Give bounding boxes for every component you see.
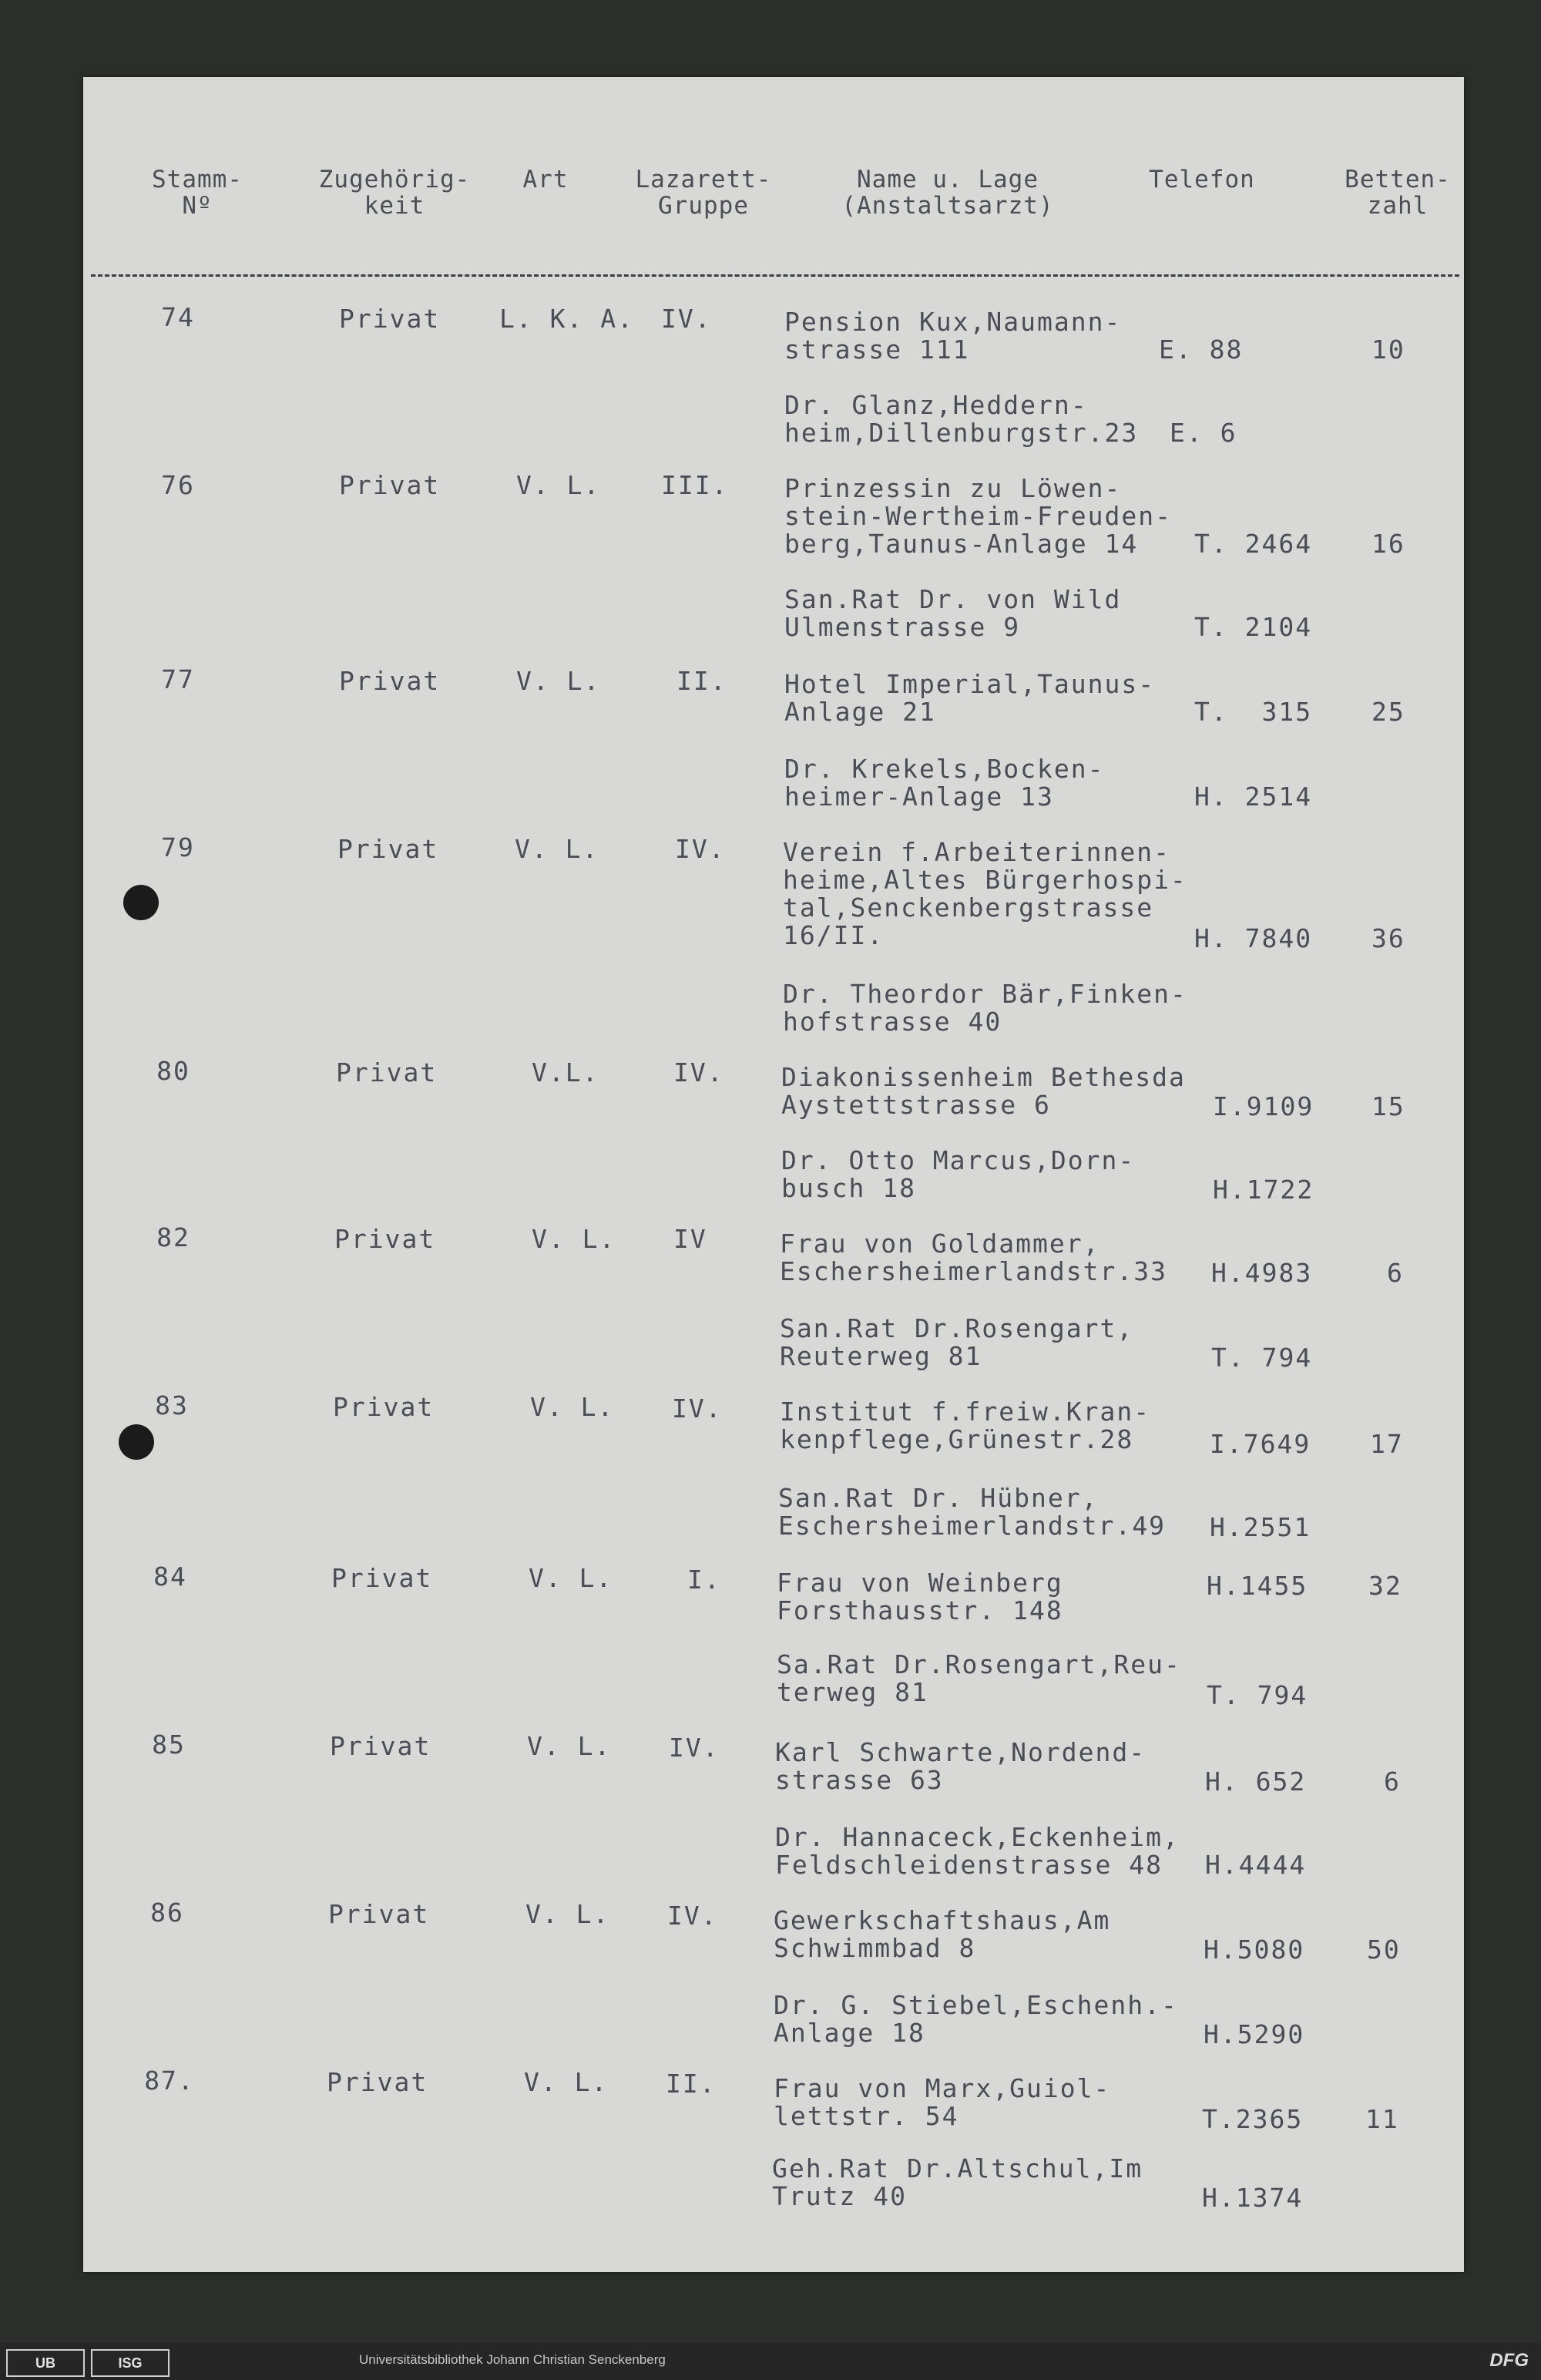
- header-stamm-nr: Stamm- Nº: [152, 166, 243, 220]
- header-lazarett-gruppe: Lazarett- Gruppe: [635, 166, 772, 220]
- ub-logo[interactable]: UB: [6, 2349, 85, 2377]
- entry-zugehoerigkeit: Privat: [330, 1731, 431, 1761]
- entry-art: V. L.: [530, 1392, 615, 1422]
- header-telefon: Telefon: [1149, 166, 1255, 193]
- entry-gruppe: II.: [666, 2069, 717, 2099]
- entry-arzt-telefon: H.1374: [1202, 2183, 1304, 2213]
- entry-telefon: E. 88: [1159, 334, 1244, 365]
- punch-hole-bottom: [119, 1424, 154, 1460]
- entry-betten: 6: [1387, 1258, 1404, 1288]
- entry-anstaltsarzt: Dr. G. Stiebel,Eschenh.- Anlage 18: [774, 1990, 1178, 2048]
- entry-arzt-telefon: H.5290: [1204, 2019, 1305, 2049]
- entry-name: Frau von Weinberg Forsthausstr. 148: [777, 1568, 1063, 1625]
- entry-arzt-telefon: H.1722: [1213, 1175, 1314, 1205]
- entry-anstaltsarzt: San.Rat Dr.Rosengart, Reuterweg 81: [780, 1313, 1134, 1371]
- entry-anstaltsarzt: San.Rat Dr. von Wild Ulmenstrasse 9: [784, 584, 1122, 642]
- entry-name: Hotel Imperial,Taunus- Anlage 21: [784, 669, 1156, 727]
- entry-anstaltsarzt: Dr. Glanz,Heddern- heim,Dillenburgstr.23: [784, 390, 1139, 448]
- entry-betten: 32: [1368, 1571, 1402, 1601]
- entry-art: V. L.: [524, 2067, 609, 2097]
- entry-zugehoerigkeit: Privat: [333, 1392, 435, 1422]
- entry-telefon: H.5080: [1204, 1935, 1305, 1965]
- entry-betten: 15: [1371, 1091, 1405, 1121]
- entry-zugehoerigkeit: Privat: [339, 304, 441, 334]
- entry-gruppe: I.: [687, 1565, 721, 1595]
- entry-anstaltsarzt: San.Rat Dr. Hübner, Eschersheimerlandstr.49: [778, 1483, 1166, 1541]
- entry-betten: 17: [1370, 1429, 1404, 1459]
- entry-zugehoerigkeit: Privat: [336, 1057, 438, 1087]
- entry-gruppe: IV: [673, 1224, 707, 1254]
- entry-name: Gewerkschaftshaus,Am Schwimmbad 8: [774, 1905, 1111, 1963]
- entry-nr: 74: [161, 302, 195, 332]
- entry-gruppe: IV.: [669, 1733, 720, 1763]
- entry-gruppe: IV.: [675, 834, 726, 864]
- entry-nr: 87.: [144, 2066, 195, 2096]
- entry-name: Verein f.Arbeiterinnen- heime,Altes Bürgerhospi- tal,Senckenbergstrasse 16/II.: [783, 837, 1187, 950]
- entry-nr: 83: [155, 1390, 189, 1420]
- entry-nr: 76: [161, 470, 195, 500]
- entry-name: Pension Kux,Naumann- strasse 111: [784, 307, 1122, 365]
- entry-betten: 50: [1367, 1935, 1401, 1965]
- punch-hole-top: [123, 885, 159, 920]
- entry-telefon: T. 315: [1194, 697, 1313, 727]
- entry-zugehoerigkeit: Privat: [327, 2067, 428, 2097]
- entry-anstaltsarzt: Dr. Krekels,Bocken- heimer-Anlage 13: [784, 754, 1105, 812]
- entry-art: V. L.: [529, 1563, 613, 1593]
- entry-telefon: H.4983: [1211, 1258, 1313, 1288]
- entry-arzt-telefon: H. 2514: [1194, 782, 1313, 812]
- entry-gruppe: IV.: [661, 304, 712, 334]
- entry-gruppe: IV.: [667, 1901, 718, 1931]
- entry-betten: 36: [1371, 923, 1405, 953]
- footer-library-name: Universitätsbibliothek Johann Christian Senckenberg: [359, 2352, 666, 2367]
- entry-anstaltsarzt: Geh.Rat Dr.Altschul,Im Trutz 40: [772, 2153, 1143, 2211]
- entry-arzt-telefon: T. 2104: [1194, 612, 1313, 642]
- entry-arzt-telefon: H.2551: [1210, 1512, 1311, 1542]
- header-bettenzahl: Betten- zahl: [1345, 166, 1451, 220]
- entry-name: Prinzessin zu Löwen- stein-Wertheim-Freuden- berg,Taunus-Anlage 14: [784, 473, 1172, 559]
- header-zugehoerigkeit: Zugehörig- keit: [318, 166, 471, 220]
- entry-zugehoerigkeit: Privat: [334, 1224, 436, 1254]
- entry-betten: 16: [1371, 529, 1405, 559]
- entry-nr: 86: [150, 1898, 184, 1928]
- entry-nr: 77: [161, 664, 195, 694]
- entry-nr: 85: [152, 1730, 186, 1760]
- entry-arzt-telefon: E. 6: [1170, 418, 1237, 448]
- entry-zugehoerigkeit: Privat: [339, 666, 441, 696]
- entry-name: Karl Schwarte,Nordend- strasse 63: [775, 1737, 1147, 1795]
- entry-anstaltsarzt: Dr. Hannaceck,Eckenheim, Feldschleidenstrasse 48: [775, 1822, 1180, 1880]
- entry-telefon: H. 652: [1205, 1767, 1307, 1797]
- entry-zugehoerigkeit: Privat: [337, 834, 439, 864]
- entry-name: Diakonissenheim Bethesda Aystettstrasse 6: [781, 1062, 1186, 1120]
- entry-art: V. L.: [532, 1224, 616, 1254]
- entry-arzt-telefon: T. 794: [1207, 1680, 1308, 1710]
- entry-telefon: I.7649: [1210, 1429, 1311, 1459]
- entry-telefon: I.9109: [1213, 1091, 1314, 1121]
- entry-zugehoerigkeit: Privat: [339, 470, 441, 500]
- entry-name: Institut f.freiw.Kran- kenpflege,Grünestr.28: [780, 1397, 1151, 1454]
- entry-telefon: T.2365: [1202, 2104, 1304, 2134]
- entry-arzt-telefon: H.4444: [1205, 1850, 1307, 1880]
- entry-gruppe: III.: [661, 470, 729, 500]
- entry-zugehoerigkeit: Privat: [328, 1899, 430, 1929]
- entry-gruppe: IV.: [673, 1057, 724, 1087]
- header-divider: [91, 274, 1459, 277]
- entry-nr: 79: [161, 832, 195, 862]
- entry-zugehoerigkeit: Privat: [331, 1563, 433, 1593]
- entry-telefon: H.1455: [1207, 1571, 1308, 1601]
- entry-art: L. K. A.: [499, 304, 634, 334]
- entry-art: V. L.: [516, 470, 601, 500]
- header-name-lage: Name u. Lage (Anstaltsarzt): [841, 166, 1054, 220]
- entry-arzt-telefon: T. 794: [1211, 1343, 1313, 1373]
- entry-name: Frau von Goldammer, Eschersheimerlandstr.33: [780, 1229, 1167, 1286]
- entry-telefon: T. 2464: [1194, 529, 1313, 559]
- entry-art: V.L.: [532, 1057, 599, 1087]
- entry-gruppe: II.: [676, 666, 727, 696]
- entry-betten: 10: [1371, 334, 1405, 365]
- entry-anstaltsarzt: Dr. Theordor Bär,Finken- hofstrasse 40: [783, 979, 1187, 1037]
- entry-anstaltsarzt: Sa.Rat Dr.Rosengart,Reu- terweg 81: [777, 1649, 1181, 1707]
- entry-betten: 25: [1371, 697, 1405, 727]
- entry-art: V. L.: [516, 666, 601, 696]
- entry-art: V. L.: [527, 1731, 612, 1761]
- entry-nr: 84: [153, 1561, 187, 1592]
- entry-telefon: H. 7840: [1194, 923, 1313, 953]
- footer-bar: [0, 2343, 1541, 2380]
- dfg-logo[interactable]: DFG: [1489, 2350, 1529, 2371]
- entry-art: V. L.: [525, 1899, 610, 1929]
- entry-nr: 80: [156, 1056, 190, 1086]
- entry-nr: 82: [156, 1222, 190, 1252]
- entry-gruppe: IV.: [672, 1393, 723, 1424]
- entry-betten: 11: [1365, 2104, 1399, 2134]
- entry-name: Frau von Marx,Guiol- lettstr. 54: [774, 2073, 1111, 2131]
- isg-logo[interactable]: ISG: [91, 2349, 170, 2377]
- header-art: Art: [522, 166, 569, 193]
- entry-art: V. L.: [515, 834, 599, 864]
- entry-betten: 6: [1384, 1767, 1401, 1797]
- entry-anstaltsarzt: Dr. Otto Marcus,Dorn- busch 18: [781, 1145, 1136, 1203]
